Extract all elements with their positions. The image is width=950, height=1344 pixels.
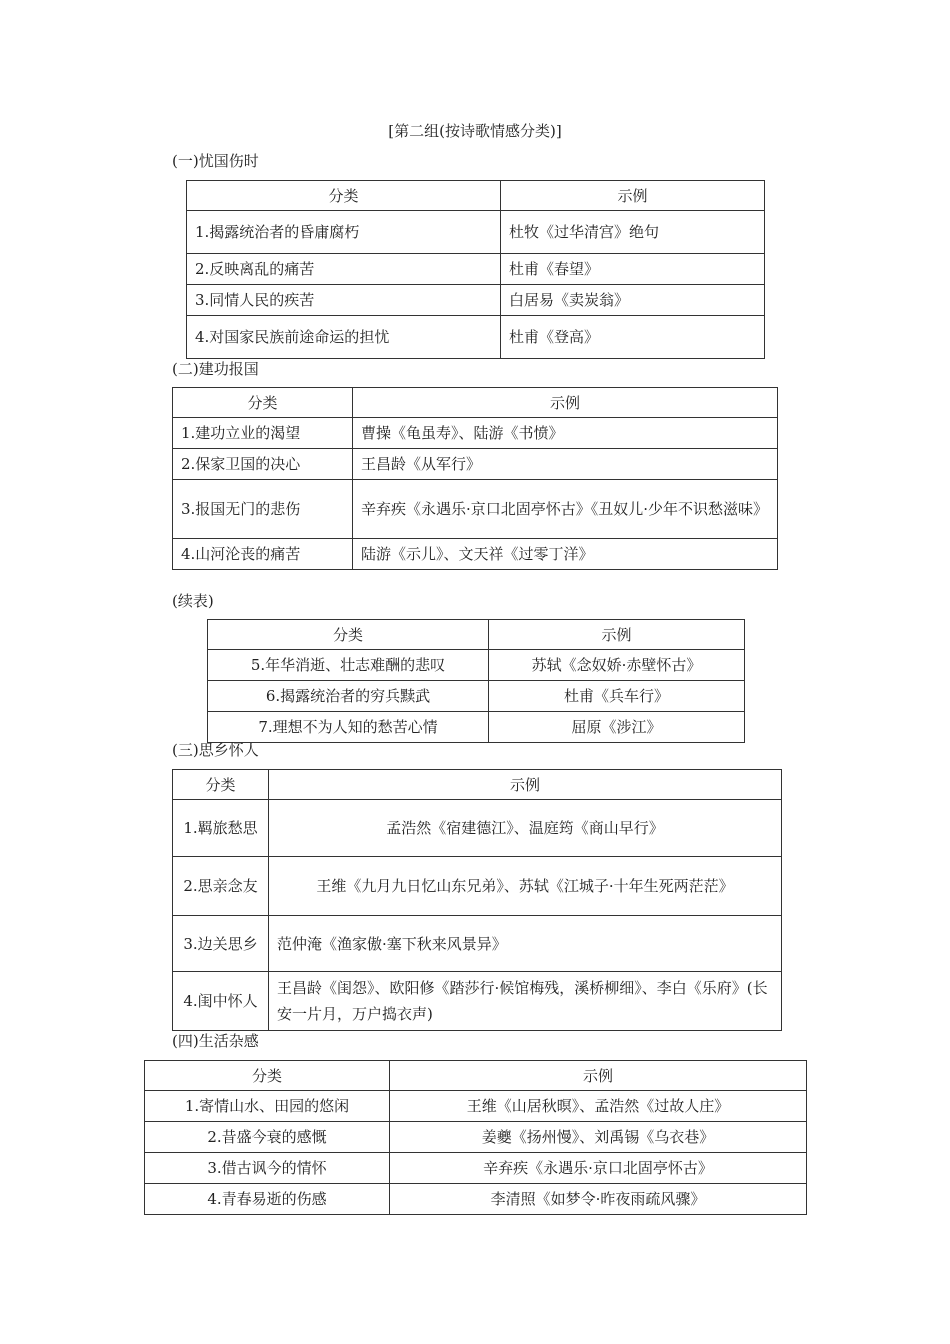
table-row bbox=[187, 285, 765, 316]
example-cell: 白居易《卖炭翁》 bbox=[501, 285, 765, 316]
table-row bbox=[187, 211, 765, 254]
table-header-row bbox=[187, 181, 765, 211]
category-cell: 3.边关思乡 bbox=[173, 916, 269, 972]
table-row bbox=[173, 972, 782, 1031]
example-cell: 杜甫《登高》 bbox=[501, 316, 765, 359]
column-header-example: 示例 bbox=[489, 620, 745, 650]
table-row bbox=[145, 1091, 807, 1122]
table-header-row bbox=[208, 620, 745, 650]
category-cell: 1.羁旅愁思 bbox=[173, 800, 269, 857]
table-header-row bbox=[145, 1061, 807, 1091]
example-cell: 曹操《龟虽寿》、陆游《书愤》 bbox=[353, 418, 778, 449]
example-cell: 姜夔《扬州慢》、刘禹锡《乌衣巷》 bbox=[390, 1122, 807, 1153]
table-header-row bbox=[173, 388, 778, 418]
table-row bbox=[208, 712, 745, 743]
column-header-example: 示例 bbox=[390, 1061, 807, 1091]
example-cell: 屈原《涉江》 bbox=[489, 712, 745, 743]
category-cell: 2.反映离乱的痛苦 bbox=[187, 254, 501, 285]
table-row bbox=[173, 480, 778, 539]
example-cell: 苏轼《念奴娇·赤壁怀古》 bbox=[489, 650, 745, 681]
category-cell: 4.山河沦丧的痛苦 bbox=[173, 539, 353, 570]
table-row bbox=[173, 800, 782, 857]
category-cell: 2.思亲念友 bbox=[173, 857, 269, 916]
table-row bbox=[145, 1122, 807, 1153]
category-cell: 3.报国无门的悲伤 bbox=[173, 480, 353, 539]
table-row bbox=[145, 1153, 807, 1184]
table-row bbox=[173, 418, 778, 449]
category-cell: 4.闺中怀人 bbox=[173, 972, 269, 1031]
section-label-worry-for-country: (一)忧国伤时 bbox=[172, 152, 259, 170]
column-header-category: 分类 bbox=[173, 770, 269, 800]
example-cell: 孟浩然《宿建德江》、温庭筠《商山早行》 bbox=[269, 800, 782, 857]
category-cell: 1.寄情山水、田园的悠闲 bbox=[145, 1091, 390, 1122]
column-header-category: 分类 bbox=[187, 181, 501, 211]
category-cell: 3.同情人民的疾苦 bbox=[187, 285, 501, 316]
table-homesickness bbox=[172, 769, 782, 1031]
column-header-example: 示例 bbox=[353, 388, 778, 418]
category-cell: 5.年华消逝、壮志难酬的悲叹 bbox=[208, 650, 489, 681]
table-row bbox=[173, 449, 778, 480]
table-row bbox=[173, 916, 782, 972]
table-worry-for-country bbox=[186, 180, 765, 359]
table-header-row bbox=[173, 770, 782, 800]
table-row bbox=[145, 1184, 807, 1215]
column-header-category: 分类 bbox=[208, 620, 489, 650]
table-row bbox=[187, 316, 765, 359]
example-cell: 王维《九月九日忆山东兄弟》、苏轼《江城子·十年生死两茫茫》 bbox=[269, 857, 782, 916]
example-cell: 范仲淹《渔家傲·塞下秋来风景异》 bbox=[269, 916, 782, 972]
table-row bbox=[208, 681, 745, 712]
table-life-reflections bbox=[144, 1060, 807, 1215]
example-cell: 杜甫《春望》 bbox=[501, 254, 765, 285]
example-cell: 王昌龄《闺怨》、欧阳修《踏莎行·候馆梅残，溪桥柳细》、李白《乐府》(长安一片月，万户捣衣声) bbox=[269, 972, 782, 1031]
table-row bbox=[173, 857, 782, 916]
table-row bbox=[187, 254, 765, 285]
category-cell: 6.揭露统治者的穷兵黩武 bbox=[208, 681, 489, 712]
table-serve-country-continued bbox=[207, 619, 745, 743]
category-cell: 1.建功立业的渴望 bbox=[173, 418, 353, 449]
page-heading: [第二组(按诗歌情感分类)] bbox=[388, 122, 562, 140]
section-label-serve-country: (二)建功报国 bbox=[172, 360, 259, 378]
category-cell: 3.借古讽今的情怀 bbox=[145, 1153, 390, 1184]
category-cell: 2.保家卫国的决心 bbox=[173, 449, 353, 480]
example-cell: 辛弃疾《永遇乐·京口北固亭怀古》 bbox=[390, 1153, 807, 1184]
example-cell: 李清照《如梦令·昨夜雨疏风骤》 bbox=[390, 1184, 807, 1215]
category-cell: 4.青春易逝的伤感 bbox=[145, 1184, 390, 1215]
section-label-continued: (续表) bbox=[172, 592, 214, 610]
column-header-example: 示例 bbox=[501, 181, 765, 211]
category-cell: 1.揭露统治者的昏庸腐朽 bbox=[187, 211, 501, 254]
category-cell: 4.对国家民族前途命运的担忧 bbox=[187, 316, 501, 359]
column-header-category: 分类 bbox=[145, 1061, 390, 1091]
example-cell: 王昌龄《从军行》 bbox=[353, 449, 778, 480]
section-label-life-reflections: (四)生活杂感 bbox=[172, 1032, 259, 1050]
category-cell: 2.昔盛今衰的感慨 bbox=[145, 1122, 390, 1153]
column-header-category: 分类 bbox=[173, 388, 353, 418]
example-cell: 陆游《示儿》、文天祥《过零丁洋》 bbox=[353, 539, 778, 570]
table-serve-country bbox=[172, 387, 778, 570]
column-header-example: 示例 bbox=[269, 770, 782, 800]
table-row bbox=[208, 650, 745, 681]
table-row bbox=[173, 539, 778, 570]
example-cell: 辛弃疾《永遇乐·京口北固亭怀古》《丑奴儿·少年不识愁滋味》 bbox=[353, 480, 778, 539]
example-cell: 王维《山居秋暝》、孟浩然《过故人庄》 bbox=[390, 1091, 807, 1122]
section-label-homesickness: (三)思乡怀人 bbox=[172, 741, 259, 759]
example-cell: 杜牧《过华清宫》绝句 bbox=[501, 211, 765, 254]
example-cell: 杜甫《兵车行》 bbox=[489, 681, 745, 712]
category-cell: 7.理想不为人知的愁苦心情 bbox=[208, 712, 489, 743]
